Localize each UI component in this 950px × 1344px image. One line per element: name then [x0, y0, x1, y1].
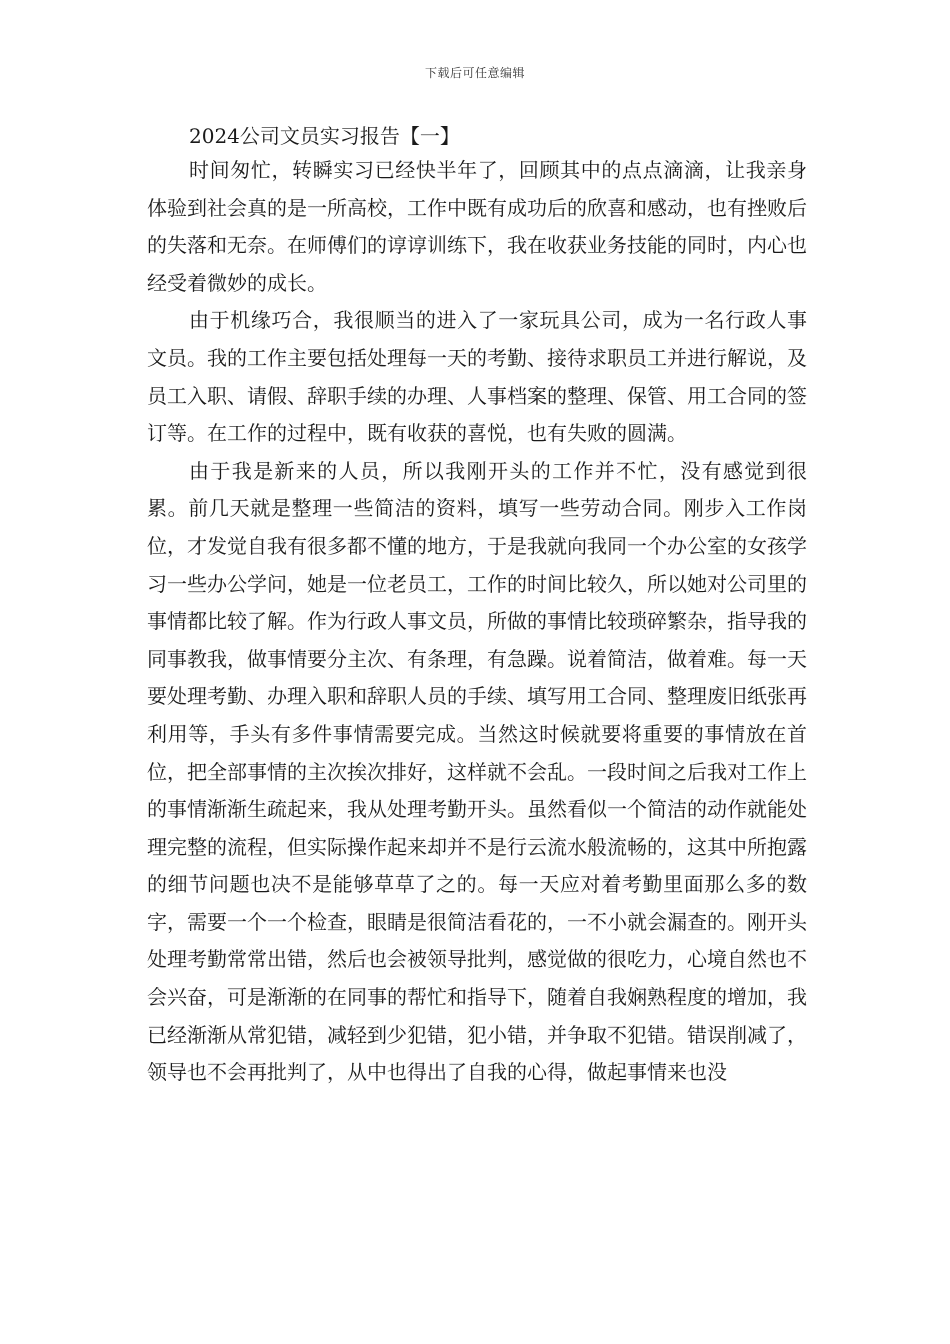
- paragraph-1: 时间匆忙，转瞬实习已经快半年了，回顾其中的点点滴滴，让我亲身体验到社会真的是一所高校，工作中既有成功后的欣喜和感动，也有挫败后的失落和无奈。在师傅们的谆谆训练下，我在收获业务技能的同时，内心也经受着微妙的成长。: [147, 158, 807, 295]
- header-note: 下载后可任意编辑: [424, 66, 525, 80]
- paragraph-3: 由于我是新来的人员，所以我刚开头的工作并不忙，没有感觉到很累。前几天就是整理一些简洁的资料，填写一些劳动合同。刚步入工作岗位，才发觉自我有很多都不懂的地方，于是我就向我同一个办公室的女孩学习一些办公学问，她是一位老员工，工作的时间比较久，所以她对公司里的事情都比较了解。作为行政人事文员，所做的事情比较琐碎繁杂，指导我的同事教我，做事情要分主次、有条理，有急躁。说着简洁，做着难。每一天要处理考勤、办理入职和辞职人员的手续、填写用工合同、整理废旧纸张再利用等，手头有多件事情需要完成。当然这时候就要将重要的事情放在首位，把全部事情的主次挨次排好，这样就不会乱。一段时间之后我对工作上的事情渐渐生疏起来，我从处理考勤开头。虽然看似一个简洁的动作就能处理完整的流程，但实际操作起来却并不是行云流水般流畅的，这其中所抱露的细节问题也决不是能够草草了之的。每一天应对着考勤里面那么多的数字，需要一个一个检查，眼睛是很简洁看花的，一不小就会漏查的。刚开头处理考勤常常出错，然后也会被领导批判，感觉做的很吃力，心境自然也不会兴奋，可是渐渐的在同事的帮忙和指导下，随着自我娴熟程度的增加，我已经渐渐从常犯错，减轻到少犯错，犯小错，并争取不犯错。错误削减了，领导也不会再批判了，从中也得出了自我的心得，做起事情来也没: [147, 458, 807, 1085]
- paragraph-2: 由于机缘巧合，我很顺当的进入了一家玩具公司，成为一名行政人事文员。我的工作主要包括处理每一天的考勤、接待求职员工并进行解说，及员工入职、请假、辞职手续的办理、人事档案的整理、保管、用工合同的签订等。在工作的过程中，既有收获的喜悦，也有失败的圆满。: [147, 308, 807, 446]
- document-body: [147, 120, 807, 1092]
- document-title: 2024公司文员实习报告【一】: [189, 124, 460, 148]
